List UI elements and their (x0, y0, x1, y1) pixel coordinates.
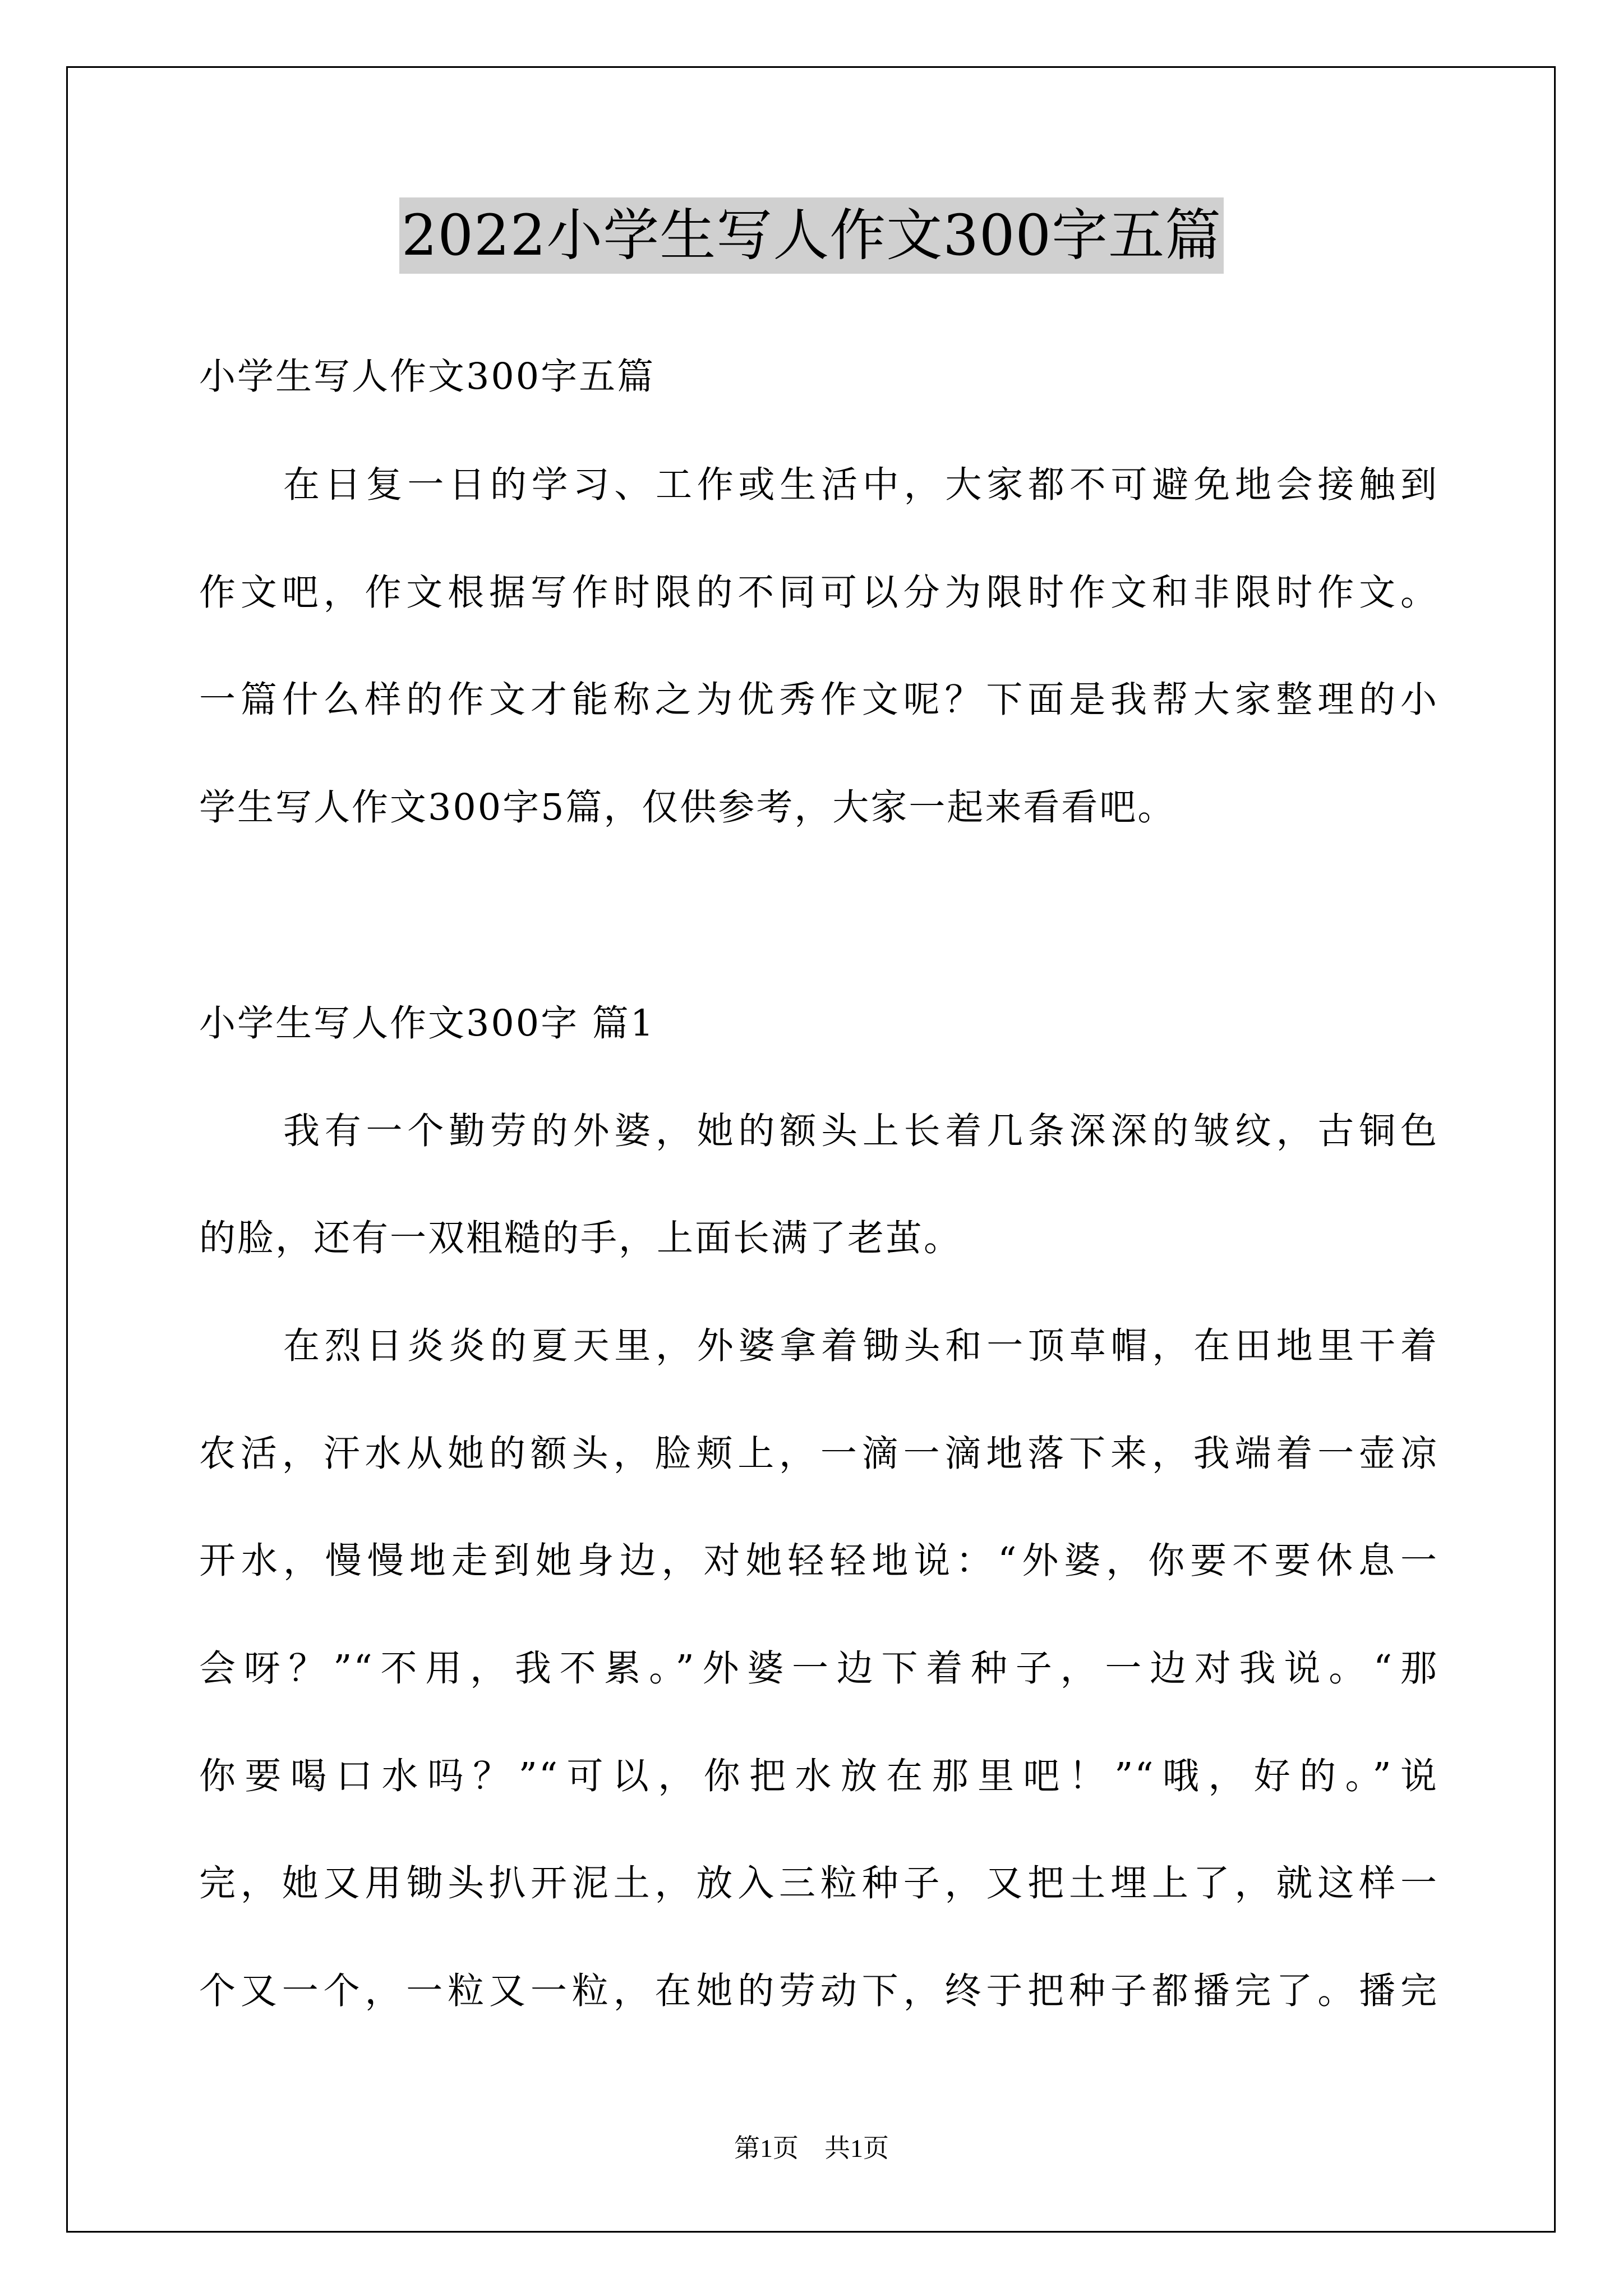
page-indicator: 第1页 共1页 (734, 2134, 889, 2162)
document-subtitle: 小学生写人作文300字五篇 (199, 356, 656, 398)
section-heading: 小学生写人作文300字 篇1 (199, 1002, 656, 1045)
title-container (0, 197, 1623, 274)
paragraph-line: 完，她又用锄头扒开泥土，放入三粒种子，又把土埋上了，就这样一 (199, 1862, 1438, 1904)
paragraph-line: 我有一个勤劳的外婆，她的额头上长着几条深深的皱纹，古铜色 (283, 1110, 1438, 1152)
intro-line: 在日复一日的学习、工作或生活中，大家都不可避免地会接触到 (283, 464, 1438, 506)
paragraph-line: 个又一个，一粒又一粒，在她的劳动下，终于把种子都播完了。播完 (199, 1970, 1438, 2012)
paragraph-line: 农活，汗水从她的额头，脸颊上，一滴一滴地落下来，我端着一壶凉 (199, 1433, 1438, 1475)
intro-line: 学生写人作文300字5篇，仅供参考，大家一起来看看吧。 (199, 786, 1176, 829)
paragraph-line: 在烈日炎炎的夏天里，外婆拿着锄头和一顶草帽，在田地里干着 (283, 1325, 1438, 1367)
paragraph-line: 的脸，还有一双粗糙的手，上面长满了老茧。 (199, 1217, 962, 1259)
paragraph-line: 会呀？”“不用，我不累。”外婆一边下着种子，一边对我说。“那 (199, 1648, 1438, 1690)
intro-line: 一篇什么样的作文才能称之为优秀作文呢？下面是我帮大家整理的小 (199, 679, 1438, 721)
paragraph-line: 开水，慢慢地走到她身边，对她轻轻地说：“外婆，你要不要休息一 (199, 1540, 1438, 1582)
paragraph-line: 你要喝口水吗？”“可以，你把水放在那里吧！”“哦，好的。”说 (199, 1755, 1438, 1797)
document-title: 2022小学生写人作文300字五篇 (399, 197, 1224, 274)
intro-line: 作文吧，作文根据写作时限的不同可以分为限时作文和非限时作文。 (199, 572, 1438, 614)
